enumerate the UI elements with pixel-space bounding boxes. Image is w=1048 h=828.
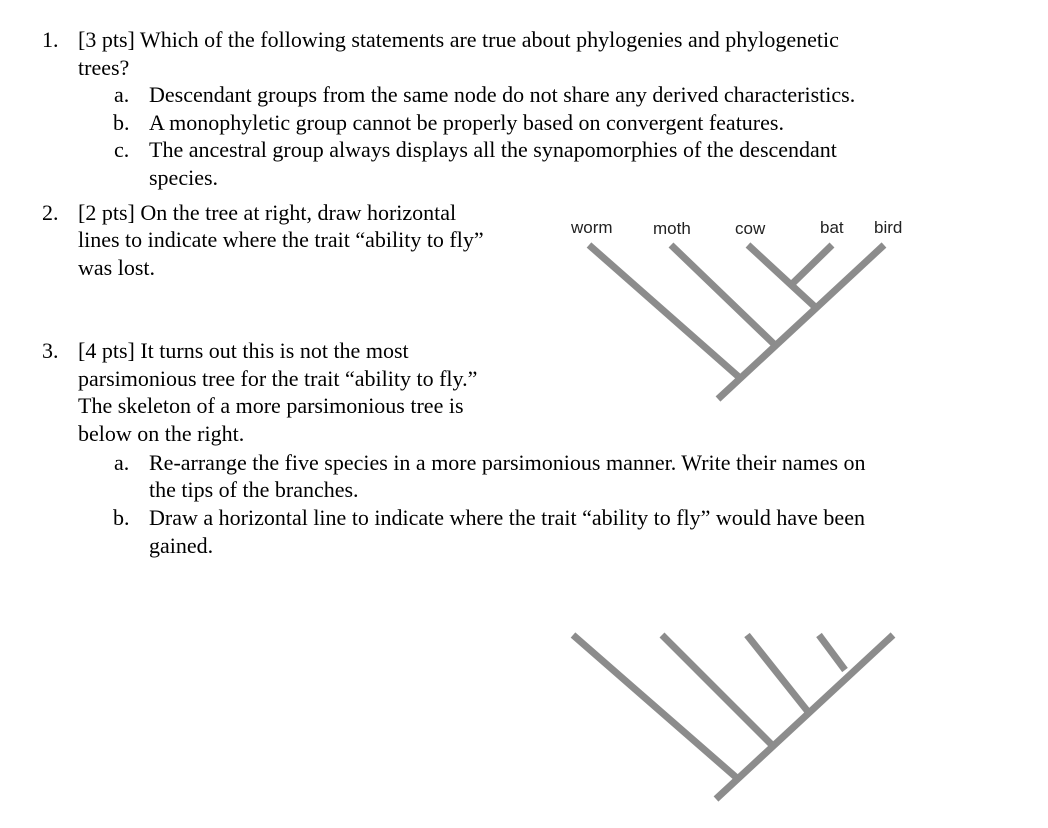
option-text: Descendant groups from the same node do not share any derived characteristics. xyxy=(149,82,856,107)
tree-2 xyxy=(573,635,893,799)
option-text: the tips of the branches. xyxy=(149,477,359,502)
question-text-line: was lost. xyxy=(78,255,155,280)
option-text: The ancestral group always displays all the synapomorphies of the descendant xyxy=(149,137,837,162)
option-letter: a. xyxy=(114,82,130,107)
tip-label-bird: bird xyxy=(874,218,903,237)
tree-1-branch-bat xyxy=(792,245,832,284)
tree-1-root-branch xyxy=(718,245,884,399)
question-number: 3. xyxy=(42,338,59,363)
option-letter: a. xyxy=(114,450,130,475)
tree-2-branch-3 xyxy=(747,635,809,713)
option-text: gained. xyxy=(149,533,214,558)
question-text-line: parsimonious tree for the trait “ability to fly.” xyxy=(78,366,478,391)
question-text-line: [3 pts] Which of the following statements are true about phylogenies and phylogenetic xyxy=(78,27,839,52)
question-text-line: below on the right. xyxy=(78,421,245,446)
option-text: A monophyletic group cannot be properly based on convergent features. xyxy=(149,110,784,135)
tip-label-moth: moth xyxy=(653,219,691,238)
tip-label-bat: bat xyxy=(820,218,844,237)
tip-label-worm: worm xyxy=(571,218,613,237)
question-text-line: lines to indicate where the trait “ability to fly” xyxy=(78,227,484,252)
question-number: 2. xyxy=(42,200,59,225)
question-number: 1. xyxy=(42,27,59,52)
question-text-line: The skeleton of a more parsimonious tree is xyxy=(78,393,464,418)
tree-2-branch-1 xyxy=(573,635,738,779)
tree-2-branch-4 xyxy=(819,635,845,670)
tree-1-branch-worm xyxy=(589,245,740,378)
tip-label-cow: cow xyxy=(735,219,766,238)
option-text: species. xyxy=(149,165,219,190)
question-text-line: [4 pts] It turns out this is not the most xyxy=(78,338,409,363)
tree-1 xyxy=(589,245,884,399)
option-letter: c. xyxy=(114,137,130,162)
option-text: Re-arrange the five species in a more parsimonious manner. Write their names on xyxy=(149,450,866,475)
question-text-line: [2 pts] On the tree at right, draw horizontal xyxy=(78,200,457,225)
option-letter: b. xyxy=(113,505,130,530)
option-text: Draw a horizontal line to indicate where the trait “ability to fly” would have been xyxy=(149,505,865,530)
question-text-line: trees? xyxy=(78,55,130,80)
option-letter: b. xyxy=(113,110,130,135)
